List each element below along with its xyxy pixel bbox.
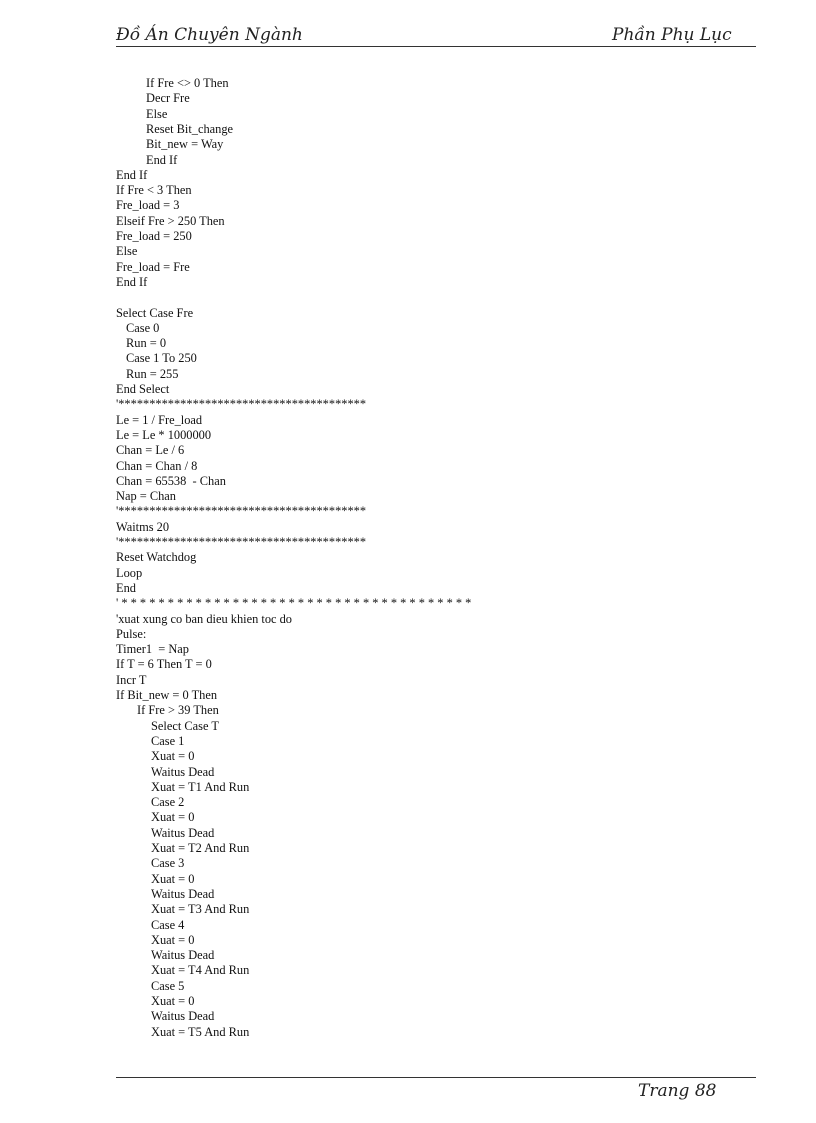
code-line: Loop: [116, 565, 143, 580]
code-line: Waitus Dead: [151, 948, 215, 963]
code-line: Chan = Chan / 8: [116, 458, 198, 473]
code-line: If T = 6 Then T = 0: [116, 657, 212, 672]
code-line: Xuat = 0: [151, 871, 195, 886]
code-line: End Select: [116, 382, 170, 396]
code-line: Case 1 To 250: [126, 351, 197, 366]
code-line: Run = 0: [126, 336, 167, 351]
code-line: If Bit_new = 0 Then: [116, 688, 218, 702]
code-line: '****************************************: [116, 504, 367, 519]
code-line: Select Case Fre: [116, 305, 194, 320]
code-line: Xuat = T1 And Run: [151, 779, 250, 794]
code-line: Decr Fre: [146, 91, 190, 106]
code-line: Chan = Le / 6: [116, 443, 185, 458]
code-line: Xuat = 0: [151, 749, 195, 764]
code-line: End If: [116, 274, 148, 289]
code-line: Case 1: [151, 733, 185, 748]
code-line: Case 3: [151, 856, 185, 871]
code-line: Reset Bit_change: [146, 121, 234, 136]
code-line: Xuat = T2 And Run: [151, 841, 250, 855]
code-line: Waitus Dead: [151, 825, 215, 840]
code-line: Waitus Dead: [151, 1009, 215, 1024]
code-line: Le = Le * 1000000: [116, 427, 212, 442]
code-line: Fre_load = 250: [116, 229, 192, 243]
footer-divider: [116, 1077, 756, 1078]
code-line: Le = 1 / Fre_load: [116, 412, 203, 427]
code-line: Fre_load = 3: [116, 198, 180, 213]
code-line: 'xuat xung co ban dieu khien toc do: [116, 611, 293, 626]
code-line: Reset Watchdog: [116, 550, 197, 565]
code-line: End If: [146, 152, 178, 167]
code-line: '****************************************: [116, 397, 367, 412]
code-line: Else: [146, 106, 168, 121]
code-line: Else: [116, 244, 138, 259]
code-line: If Fre > 39 Then: [137, 703, 219, 718]
code-line: Nap = Chan: [116, 489, 176, 504]
code-line: Waitms 20: [116, 519, 170, 534]
code-line: If Fre <> 0 Then: [146, 76, 229, 90]
code-line: Xuat = T4 And Run: [151, 963, 250, 978]
code-line: Waitus Dead: [151, 886, 215, 901]
code-line: Timer1 = Nap: [116, 642, 189, 657]
code-line: Xuat = T3 And Run: [151, 902, 250, 917]
code-line: Elseif Fre > 250 Then: [116, 213, 225, 228]
code-line: Xuat = 0: [151, 810, 195, 825]
page-number: Trang 88: [638, 1081, 717, 1101]
header-title: Đồ Án Chuyên Ngành: [116, 25, 303, 45]
code-line: Chan = 65538 - Chan: [116, 473, 226, 488]
code-line: Case 5: [151, 978, 185, 993]
code-line: Pulse:: [116, 626, 147, 641]
code-line: If Fre < 3 Then: [116, 183, 192, 198]
code-line: Bit_new = Way: [146, 137, 224, 152]
code-line: ' * * * * * * * * * * * * * * * * * * * * * * * * * * * * * * * * * * * * * *: [116, 596, 472, 611]
code-line: '****************************************: [116, 535, 367, 549]
code-line: Select Case T: [151, 718, 219, 733]
header-section: Phần Phụ Lục: [612, 25, 732, 45]
code-line: Case 4: [151, 917, 185, 932]
code-line: Xuat = 0: [151, 994, 195, 1008]
code-line: Fre_load = Fre: [116, 259, 190, 274]
code-line: Case 0: [126, 320, 160, 335]
code-line: Case 2: [151, 795, 185, 810]
code-line: End If: [116, 167, 148, 182]
code-line: Xuat = T5 And Run: [151, 1024, 250, 1039]
code-line: Xuat = 0: [151, 932, 195, 947]
code-line: Run = 255: [126, 366, 179, 381]
header-divider: [116, 46, 756, 47]
code-line: Waitus Dead: [151, 764, 215, 779]
code-line: Incr T: [116, 672, 147, 687]
code-line: End: [116, 580, 136, 595]
